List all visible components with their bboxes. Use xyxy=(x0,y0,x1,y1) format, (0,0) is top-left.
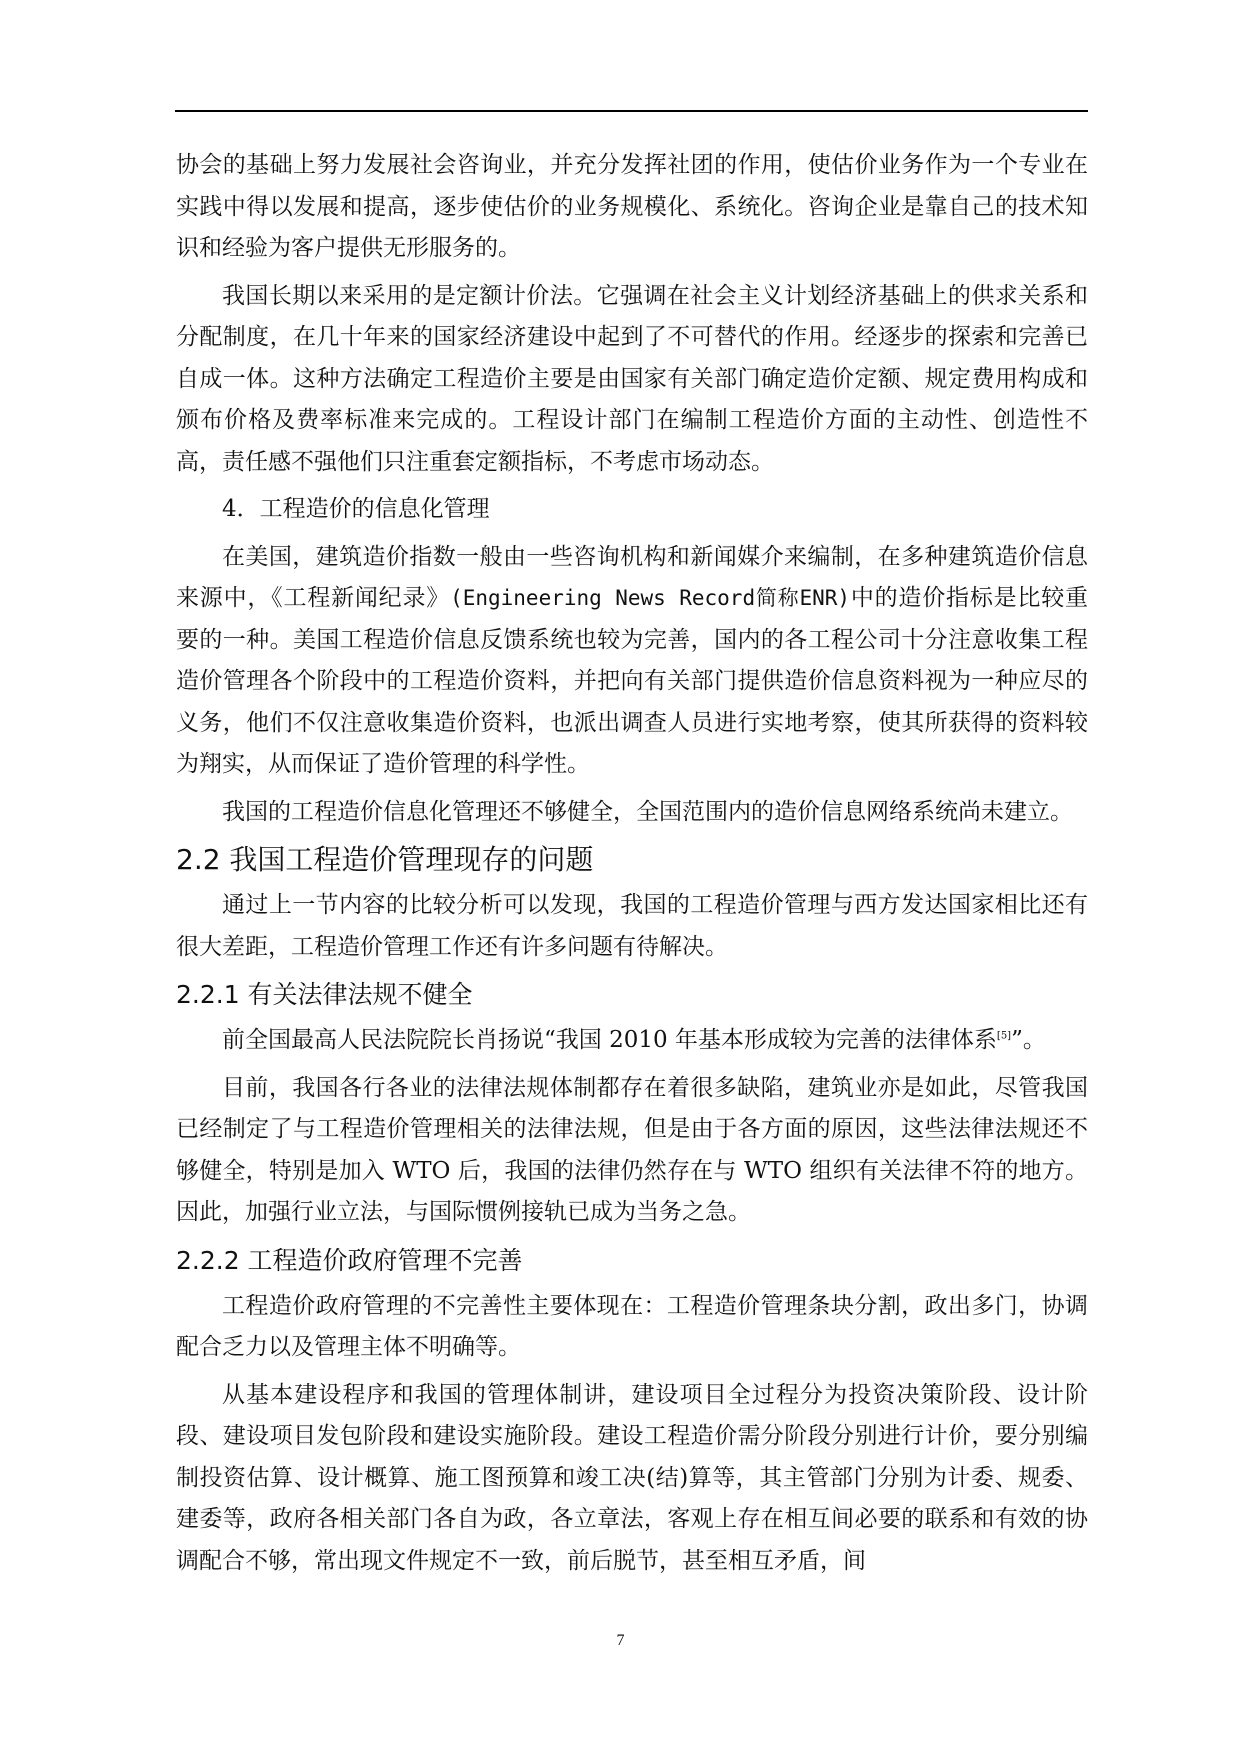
paragraph-6: 通过上一节内容的比较分析可以发现，我国的工程造价管理与西方发达国家相比还有很大差距，工程造价管理工作还有许多问题有待解决。 xyxy=(176,892,1088,960)
paragraph-10: 从基本建设程序和我国的管理体制讲，建设项目全过程分为投资决策阶段、设计阶段、建设项目发包阶段和建设实施阶段。建设工程造价需分阶段分别进行计价，要分别编制投资估算、设计概算、施工图预算和竣工决(结)算等，其主管部门分别为计委、规委、建委等，政府各相关部门各自为政，各立章法，客观上存在相互间必要的联系和有效的协调配合不够，常出现文件规定不一致，前后脱节，甚至相互矛盾，间 xyxy=(176,1381,1088,1574)
section-heading-2-2-1: 2.2.1 有关法律法规不健全 xyxy=(176,980,473,1009)
citation-ref: [5] xyxy=(996,1030,1012,1042)
paragraph-7-text: 前全国最高人民法院院长肖扬说“我国 2010 年基本形成较为完善的法律体系 xyxy=(222,1027,997,1053)
paragraph-4-part-a: 在美国，建筑造价指数一般由一些咨询机构和新闻媒介来编制，在多种建筑造价信息来源中，《工程新闻纪录》 xyxy=(176,543,1088,611)
paragraph-4-enr: (Engineering News Record简称ENR) xyxy=(450,586,851,610)
paragraph-7 xyxy=(176,1020,1088,1062)
paragraph-7-end: ”。 xyxy=(1011,1027,1046,1053)
section-heading-2-2: 2.2 我国工程造价管理现存的问题 xyxy=(176,843,594,876)
header-rule xyxy=(175,110,1088,112)
page-number: 7 xyxy=(616,1632,625,1649)
page-body xyxy=(176,145,1088,1588)
paragraph-5: 我国的工程造价信息化管理还不够健全，全国范围内的造价信息网络系统尚未建立。 xyxy=(222,798,1073,825)
list-item-4: 4．工程造价的信息化管理 xyxy=(222,496,490,522)
paragraph-1: 协会的基础上努力发展社会咨询业，并充分发挥社团的作用，使估价业务作为一个专业在实践中得以发展和提高，逐步使估价的业务规模化、系统化。咨询企业是靠自己的技术知识和经验为客户提供无形服务的。 xyxy=(176,152,1088,261)
paragraph-4 xyxy=(176,537,1088,786)
paragraph-4-part-c: 中的造价指标是比较重要的一种。美国工程造价信息反馈系统也较为完善，国内的各工程公司十分注意收集工程造价管理各个阶段中的工程造价资料，并把向有关部门提供造价信息资料视为一种应尽的义务，他们不仅注意收集造价资料，也派出调查人员进行实地考察，使其所获得的资料较为翔实，从而保证了造价管理的科学性。 xyxy=(176,585,1089,777)
paragraph-2: 我国长期以来采用的是定额计价法。它强调在社会主义计划经济基础上的供求关系和分配制度，在几十年来的国家经济建设中起到了不可替代的作用。经逐步的探索和完善已自成一体。这种方法确定工程造价主要是由国家有关部门确定造价定额、规定费用构成和颁布价格及费率标准来完成的。工程设计部门在编制工程造价方面的主动性、创造性不高，责任感不强他们只注重套定额指标，不考虑市场动态。 xyxy=(176,282,1088,475)
section-heading-2-2-2: 2.2.2 工程造价政府管理不完善 xyxy=(176,1245,523,1275)
paragraph-8: 目前，我国各行各业的法律法规体制都存在着很多缺陷，建筑业亦是如此，尽管我国已经制定了与工程造价管理相关的法律法规，但是由于各方面的原因，这些法律法规还不够健全，特别是加入 WTO 后，我国的法律仍然存在与 WTO 组织有关法律不符的地方。因此，加强行业立法，与国际惯例接轨已成为当务之急。 xyxy=(176,1074,1088,1225)
paragraph-9: 工程造价政府管理的不完善性主要体现在：工程造价管理条块分割，政出多门，协调配合乏力以及管理主体不明确等。 xyxy=(176,1292,1088,1360)
